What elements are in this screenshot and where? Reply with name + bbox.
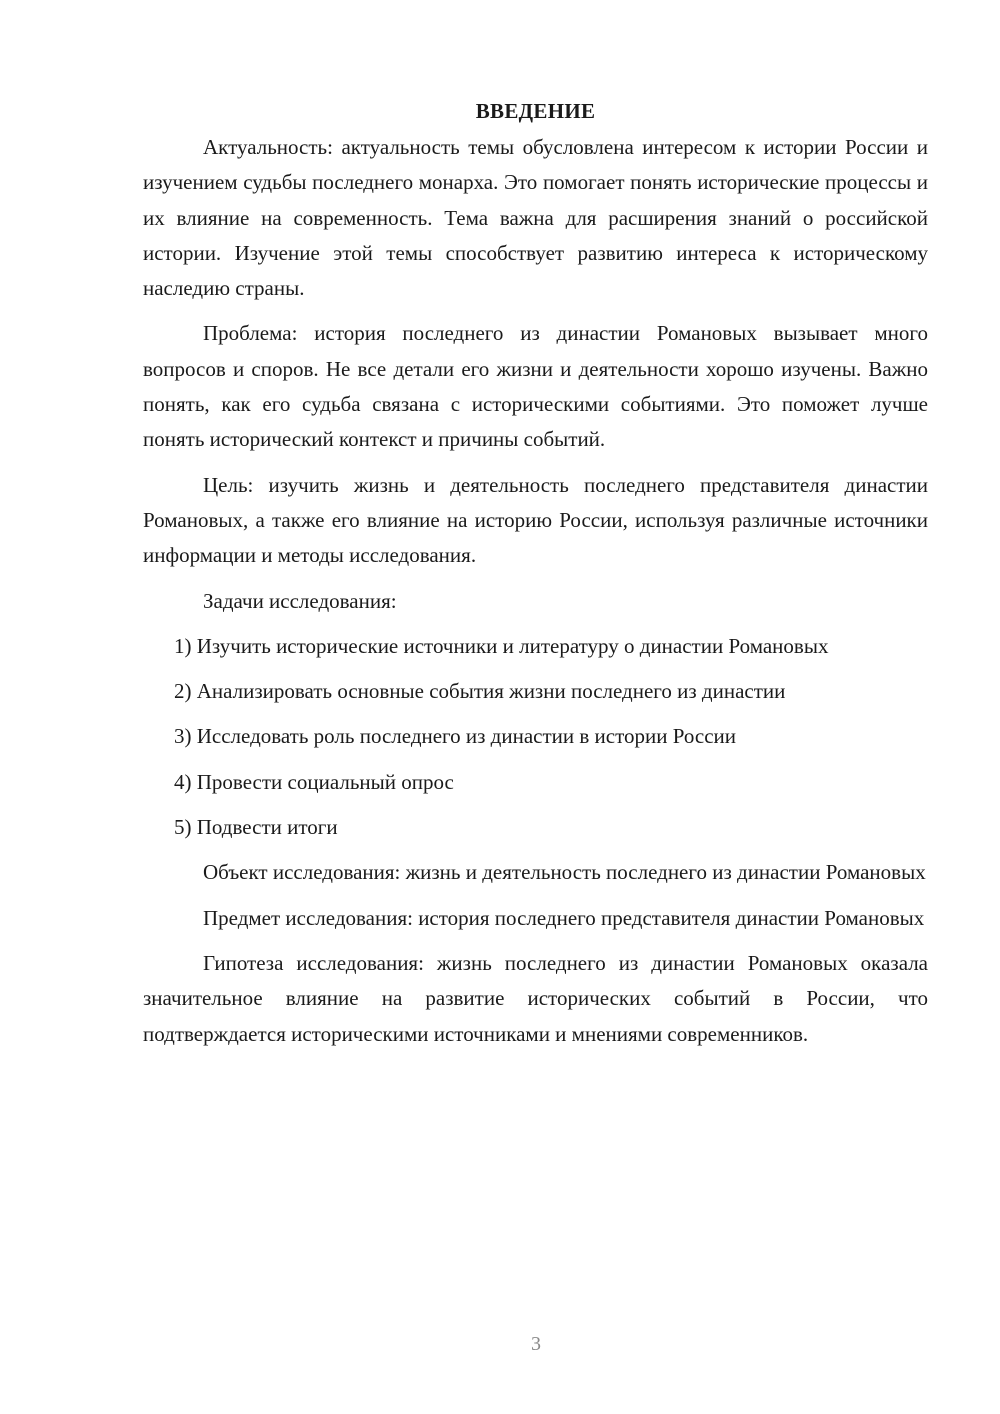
problem-paragraph: Проблема: история последнего из династии Романовых вызывает много вопросов и споров. Не все детали его жизни и деятельности хорошо изучены. Важно понять, как его судьба связана с историческими событиями. Это поможет лучше понять исторический контекст и причины событий. xyxy=(143,321,928,452)
subject-paragraph: Предмет исследования: история последнего представителя династии Романовых xyxy=(203,905,925,930)
relevance-paragraph: Актуальность: актуальность темы обусловлена интересом к истории России и изучением судьбы последнего монарха. Это помогает понять исторические процессы и их влияние на современность. Тема важна для расширения знаний о российской истории. Изучение этой темы способствует развитию интереса к историческому наследию страны. xyxy=(143,135,928,301)
task-item-4: 4) Провести социальный опрос xyxy=(174,769,454,794)
object-paragraph: Объект исследования: жизнь и деятельность последнего из династии Романовых xyxy=(203,860,926,885)
task-item-5: 5) Подвести итоги xyxy=(174,815,338,840)
section-title: ВВЕДЕНИЕ xyxy=(475,99,596,123)
task-item-1: 1) Изучить исторические источники и литературу о династии Романовых xyxy=(174,633,829,658)
page-number: 3 xyxy=(531,1333,541,1355)
tasks-heading: Задачи исследования: xyxy=(203,588,397,613)
goal-paragraph: Цель: изучить жизнь и деятельность последнего представителя династии Романовых, а также его влияние на историю России, используя различные источники информации и методы исследования. xyxy=(143,472,928,568)
task-item-3: 3) Исследовать роль последнего из династии в истории России xyxy=(174,724,737,749)
page-content xyxy=(143,96,928,1062)
task-item-2: 2) Анализировать основные события жизни последнего из династии xyxy=(174,679,786,704)
hypothesis-paragraph: Гипотеза исследования: жизнь последнего из династии Романовых оказала значительное влияние на развитие исторических событий в России, что подтверждается историческими источниками и мнениями современников. xyxy=(143,950,928,1046)
